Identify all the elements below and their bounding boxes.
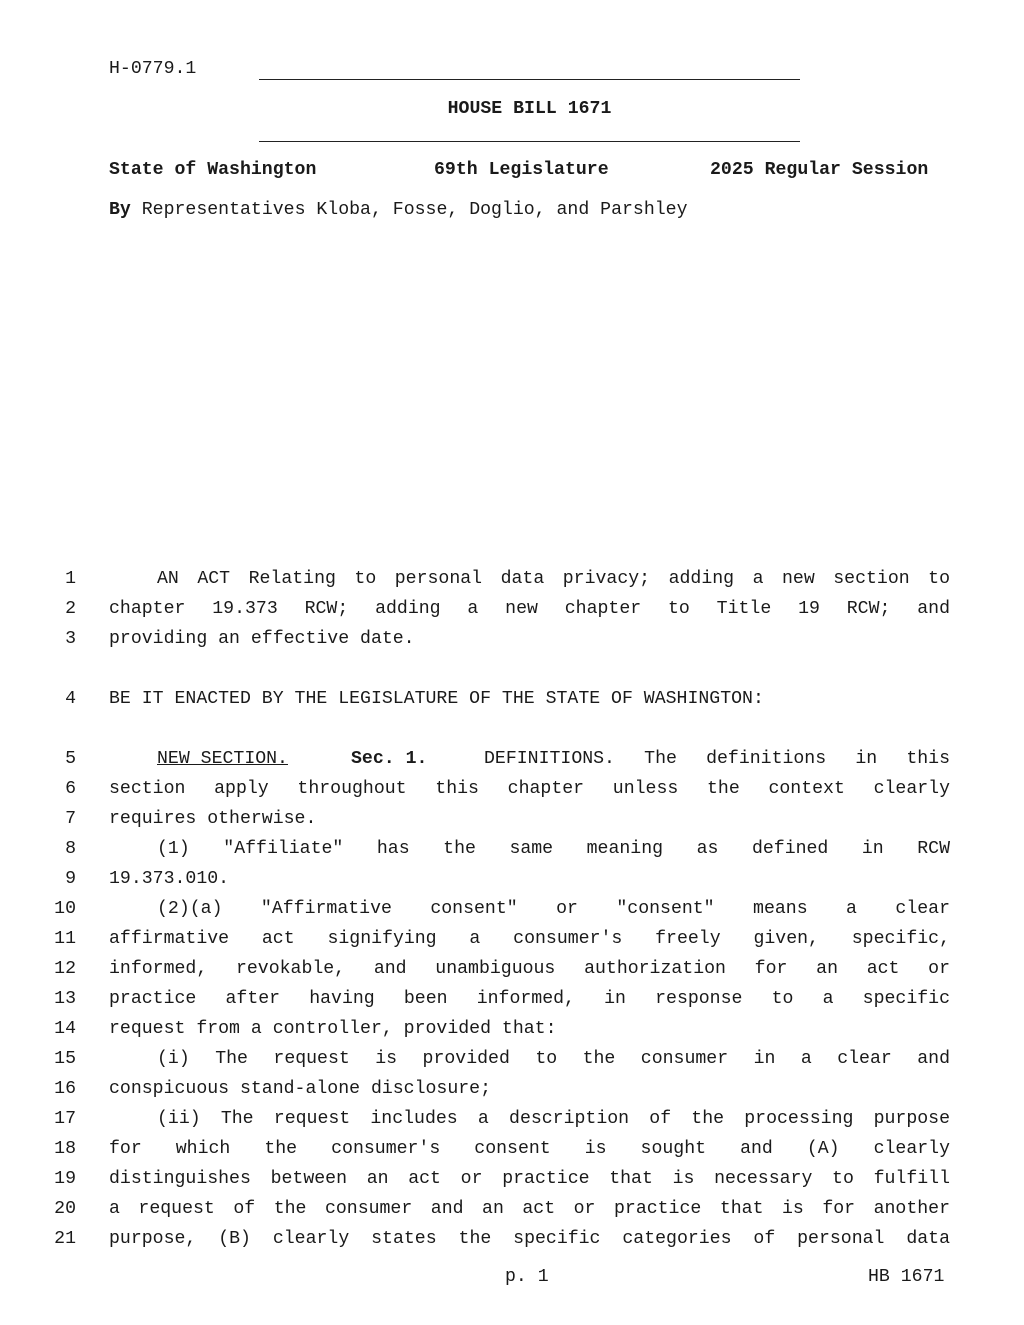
line-number: 12	[54, 959, 76, 979]
line-number: 16	[54, 1079, 76, 1099]
bill-line	[0, 689, 1024, 719]
line-text: chapter 19.373 RCW; adding a new chapter to Title 19 RCW; and	[109, 599, 950, 619]
line-text: for which the consumer's consent is sought and (A) clearly	[109, 1139, 950, 1159]
line-number: 14	[54, 1019, 76, 1039]
line-text: requires otherwise.	[109, 809, 317, 829]
page-number: p. 1	[505, 1267, 549, 1287]
line-text: (2)(a) "Affirmative consent" or "consent" means a clear	[157, 899, 950, 919]
line-text: AN ACT Relating to personal data privacy; adding a new section to	[157, 569, 950, 589]
bill-line	[0, 1019, 1024, 1049]
line-number: 3	[65, 629, 76, 649]
line-text: request from a controller, provided that:	[109, 1019, 557, 1039]
bill-line	[0, 599, 1024, 629]
line-number: 1	[65, 569, 76, 589]
line-text: DEFINITIONS. The definitions in this	[484, 749, 950, 769]
bill-line	[0, 899, 1024, 929]
line-number: 15	[54, 1049, 76, 1069]
footer-bill-id: HB 1671	[868, 1267, 945, 1287]
bill-line	[0, 1199, 1024, 1229]
line-text: purpose, (B) clearly states the specific categories of personal data	[109, 1229, 950, 1249]
line-number: 4	[65, 689, 76, 709]
bill-line	[0, 869, 1024, 899]
line-text: providing an effective date.	[109, 629, 415, 649]
line-text: BE IT ENACTED BY THE LEGISLATURE OF THE STATE OF WASHINGTON:	[109, 689, 764, 709]
bill-line	[0, 1229, 1024, 1259]
line-text: section apply throughout this chapter unless the context clearly	[109, 779, 950, 799]
line-number: 19	[54, 1169, 76, 1189]
line-number: 2	[65, 599, 76, 619]
line-number: 9	[65, 869, 76, 889]
bill-line	[0, 959, 1024, 989]
line-number: 21	[54, 1229, 76, 1249]
document-id: H-0779.1	[109, 59, 197, 79]
bill-line	[0, 1169, 1024, 1199]
line-number: 18	[54, 1139, 76, 1159]
line-number: 8	[65, 839, 76, 859]
line-text: informed, revokable, and unambiguous authorization for an act or	[109, 959, 950, 979]
legislature-label: 69th Legislature	[434, 160, 609, 180]
by-label: By	[109, 200, 131, 220]
line-text: (i) The request is provided to the consumer in a clear and	[157, 1049, 950, 1069]
line-text: affirmative act signifying a consumer's freely given, specific,	[109, 929, 950, 949]
bill-line	[0, 929, 1024, 959]
bill-line	[0, 1049, 1024, 1079]
bill-line	[0, 1079, 1024, 1109]
line-number: 20	[54, 1199, 76, 1219]
sponsor-line	[109, 200, 687, 220]
sponsors: Representatives Kloba, Fosse, Doglio, and Parshley	[141, 200, 688, 220]
line-text: 19.373.010.	[109, 869, 230, 889]
bill-line	[0, 1109, 1024, 1139]
session-label: 2025 Regular Session	[710, 160, 929, 180]
bill-line	[0, 569, 1024, 599]
line-number: 6	[65, 779, 76, 799]
section-number: Sec. 1.	[351, 749, 428, 769]
bill-title: HOUSE BILL 1671	[447, 99, 612, 119]
line-number: 10	[54, 899, 76, 919]
line-number: 17	[54, 1109, 76, 1129]
bill-line	[0, 809, 1024, 839]
line-number: 5	[65, 749, 76, 769]
line-text: conspicuous stand-alone disclosure;	[109, 1079, 491, 1099]
line-text: practice after having been informed, in response to a specific	[109, 989, 950, 1009]
line-text: (1) "Affiliate" has the same meaning as defined in RCW	[157, 839, 950, 859]
bill-line	[0, 779, 1024, 809]
bill-line	[0, 749, 1024, 779]
title-bottom-rule	[259, 141, 800, 142]
line-number: 11	[54, 929, 76, 949]
line-text: a request of the consumer and an act or practice that is for another	[109, 1199, 950, 1219]
bill-line	[0, 839, 1024, 869]
line-text: (ii) The request includes a description of the processing purpose	[157, 1109, 950, 1129]
new-section-label: NEW SECTION.	[157, 749, 288, 769]
line-number: 13	[54, 989, 76, 1009]
bill-line	[0, 989, 1024, 1019]
line-number: 7	[65, 809, 76, 829]
bill-line	[0, 629, 1024, 659]
bill-line	[0, 1139, 1024, 1169]
state-label: State of Washington	[109, 160, 317, 180]
line-text: distinguishes between an act or practice that is necessary to fulfill	[109, 1169, 950, 1189]
title-top-rule	[259, 79, 800, 80]
